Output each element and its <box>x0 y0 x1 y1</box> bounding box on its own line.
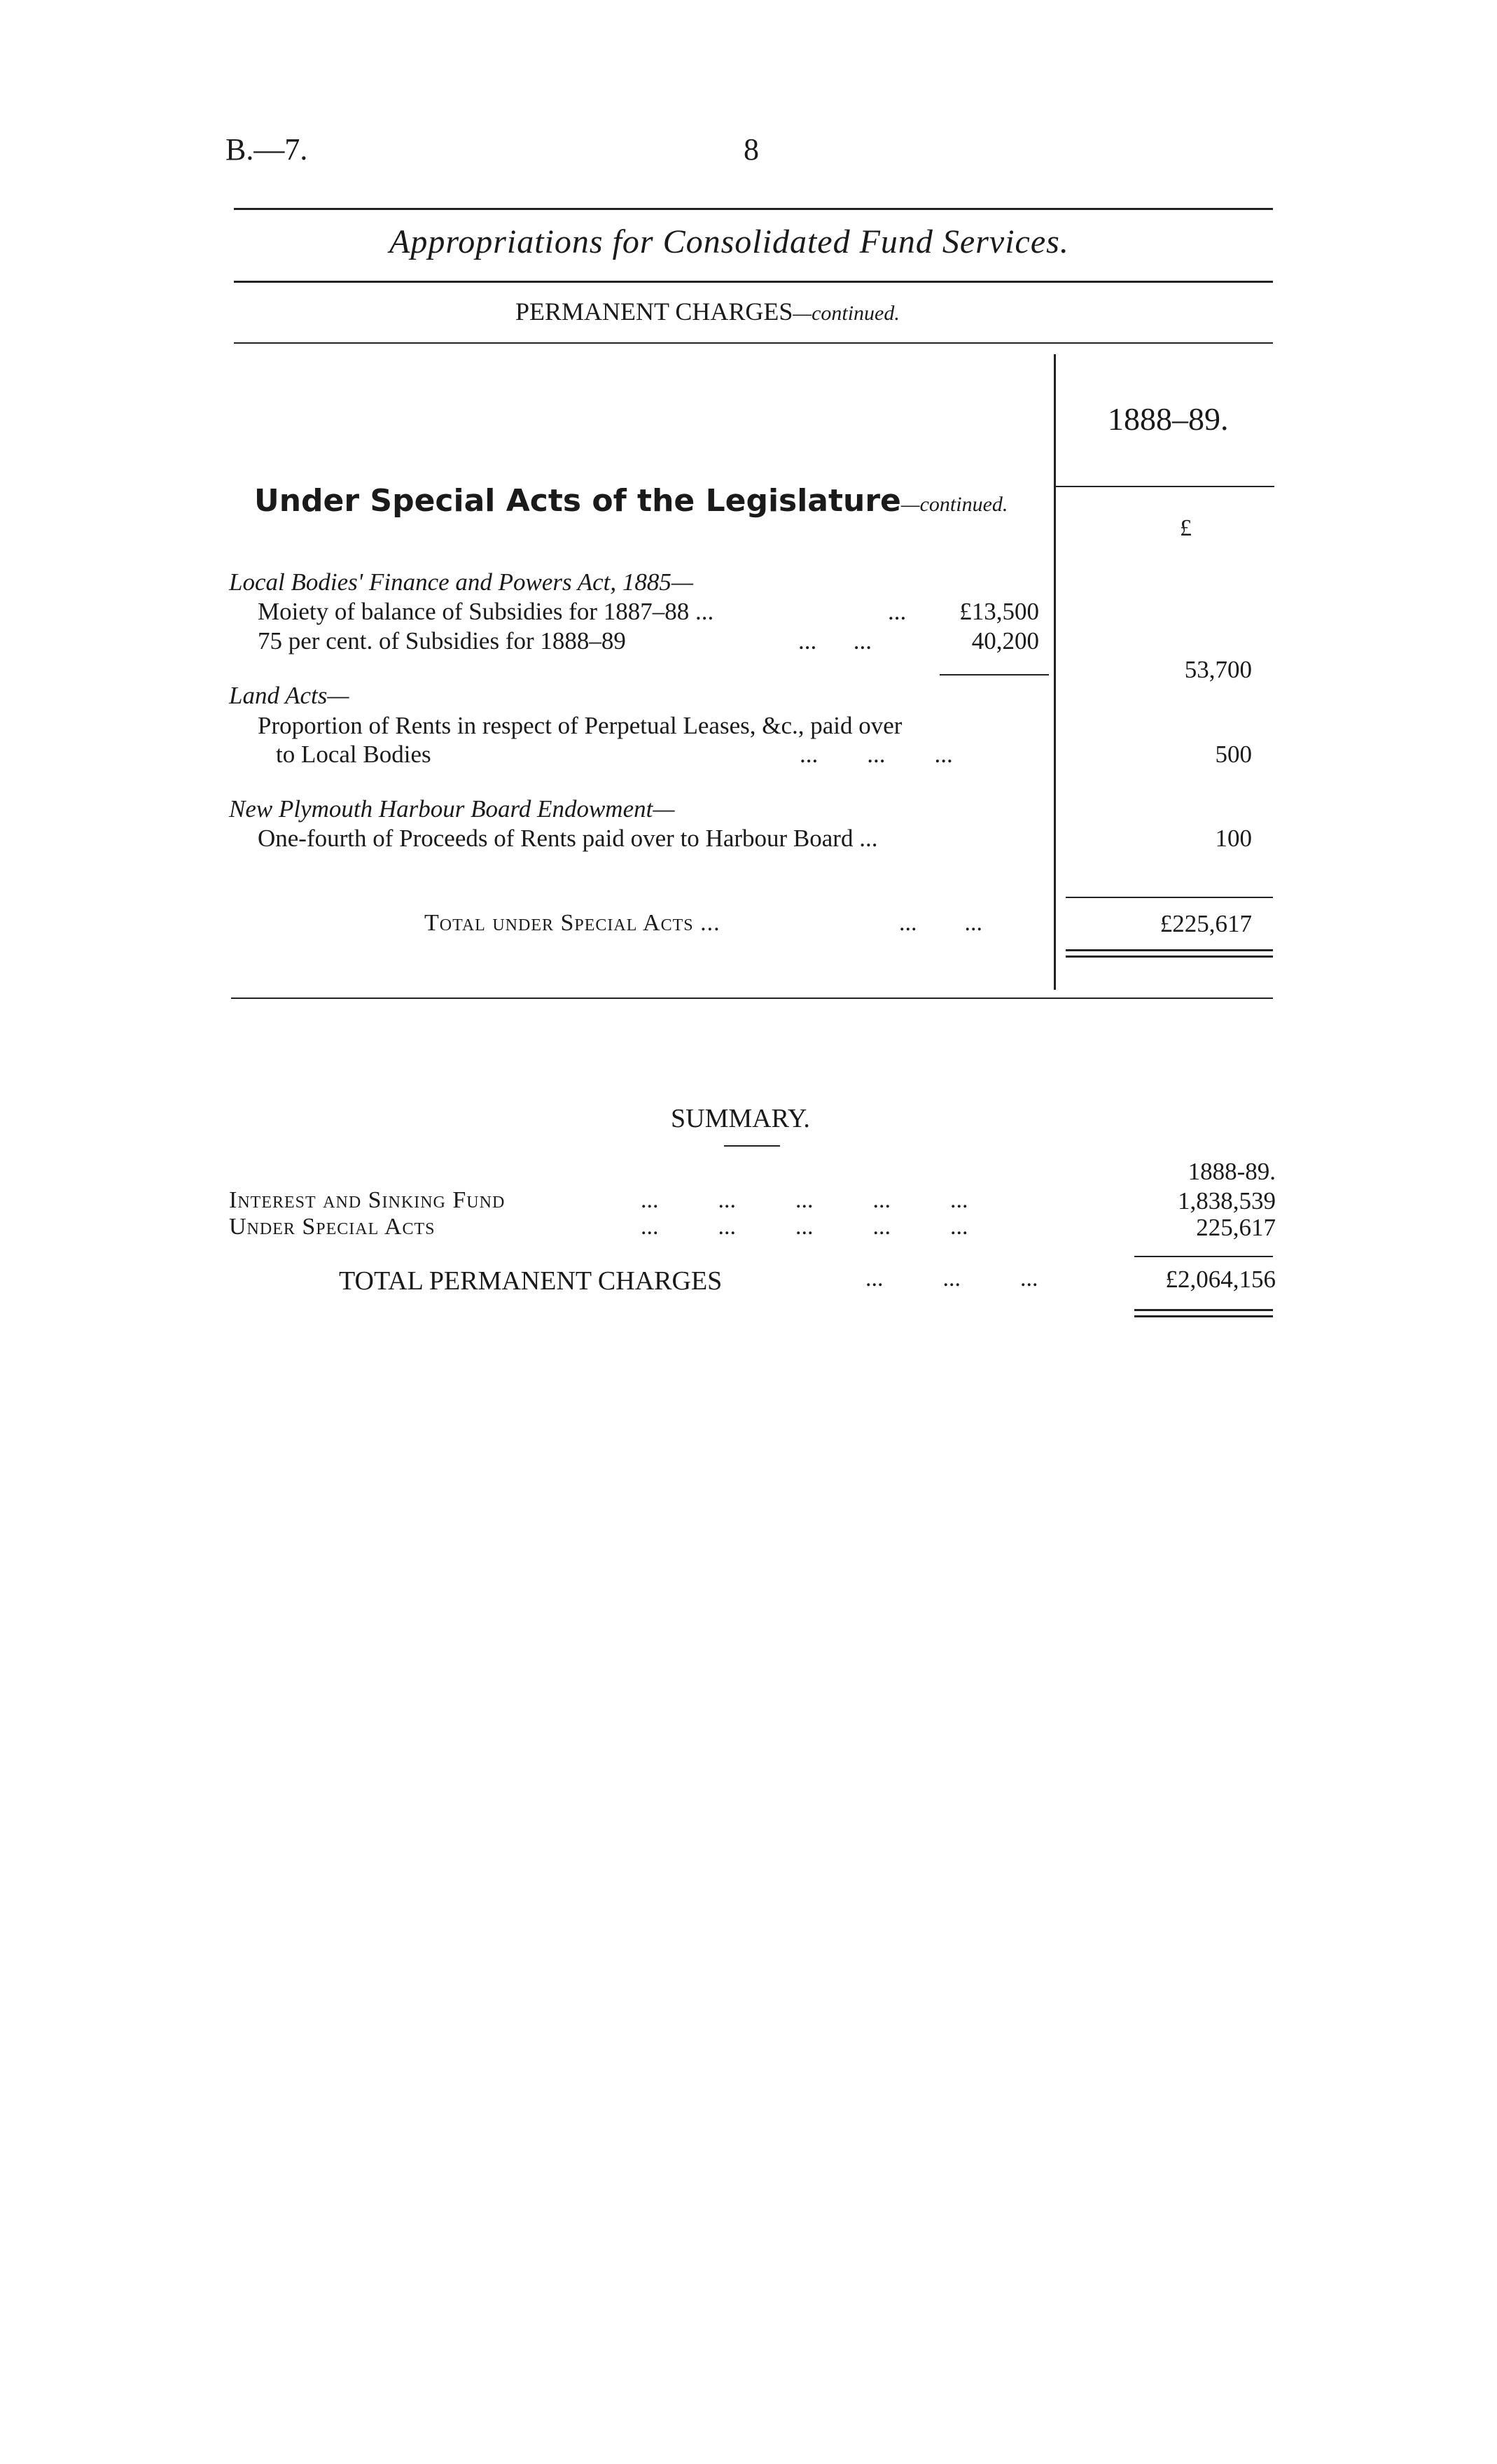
summary-row-amount: 1,838,539 <box>1178 1187 1276 1214</box>
line-item-text: One-fourth of Proceeds of Rents paid over to Harbour Board ... <box>258 825 878 852</box>
total-double-rule-b <box>1066 955 1273 958</box>
line-item-dots: ... ... <box>798 627 872 654</box>
summary-total-dots: ... ... ... <box>865 1266 1038 1292</box>
line-item-text: Proportion of Rents in respect of Perpetual Leases, &c., paid over <box>258 712 903 739</box>
summary-double-rule-b <box>1134 1315 1273 1317</box>
summary-year-header: 1888-89. <box>1188 1158 1276 1185</box>
summary-total-label: TOTAL PERMANENT CHARGES <box>339 1266 723 1296</box>
group-title-land-acts: Land Acts— <box>229 682 349 709</box>
line-item-sub-amount: 40,200 <box>971 627 1039 654</box>
section-heading-main: PERMANENT CHARGES <box>515 298 793 326</box>
total-label: Total under Special Acts ... <box>424 910 720 936</box>
subtotal-rule <box>940 674 1049 676</box>
amount-column-divider <box>1054 354 1056 990</box>
total-amount: £225,617 <box>1160 910 1252 937</box>
table-bottom-rule <box>231 997 1273 999</box>
summary-row-amount: 225,617 <box>1196 1214 1276 1241</box>
page-title: Appropriations for Consolidated Fund Services. <box>389 223 1069 260</box>
summary-total-amount: £2,064,156 <box>1165 1266 1276 1293</box>
summary-row-dots: ... ... ... ... ... <box>641 1187 968 1213</box>
year-header-rule <box>1056 486 1274 487</box>
summary-title-rule <box>724 1145 780 1147</box>
currency-symbol: £ <box>1180 515 1192 541</box>
group-amount: 53,700 <box>1184 656 1252 683</box>
summary-row-dots: ... ... ... ... ... <box>641 1214 968 1240</box>
title-rule <box>234 281 1273 283</box>
page-number: 8 <box>744 132 759 167</box>
line-item-text: Moiety of balance of Subsidies for 1887–88 ... <box>258 598 714 625</box>
summary-double-rule-a <box>1134 1309 1273 1311</box>
table-section-heading-continued: —continued. <box>900 493 1008 516</box>
line-item-text: to Local Bodies <box>276 741 431 768</box>
section-heading <box>515 297 900 326</box>
table-section-heading <box>254 483 1008 519</box>
year-column-header: 1888–89. <box>1108 401 1229 437</box>
line-item-dots: ... <box>888 598 907 625</box>
line-item-dots: ... ... ... <box>800 741 953 768</box>
table-section-heading-main: Under Special Acts of the Legislature <box>254 483 901 519</box>
summary-title: SUMMARY. <box>671 1104 810 1133</box>
group-title-local-bodies: Local Bodies' Finance and Powers Act, 1885— <box>229 568 694 596</box>
line-item-text: 75 per cent. of Subsidies for 1888–89 <box>258 627 626 654</box>
group-amount: 500 <box>1215 741 1252 768</box>
summary-total-top-rule <box>1134 1256 1273 1257</box>
summary-row-label: Interest and Sinking Fund <box>229 1187 506 1213</box>
section-heading-continued: —continued. <box>793 302 900 325</box>
section-rule <box>234 342 1273 344</box>
top-rule <box>234 208 1273 210</box>
total-top-rule <box>1066 897 1273 898</box>
line-item-sub-amount: £13,500 <box>959 598 1039 625</box>
total-double-rule-a <box>1066 949 1273 951</box>
document-reference: B.—7. <box>225 132 308 167</box>
group-title-new-plymouth: New Plymouth Harbour Board Endowment— <box>229 795 675 822</box>
summary-row-label: Under Special Acts <box>229 1214 436 1240</box>
group-amount: 100 <box>1215 825 1252 852</box>
total-dots: ... ... <box>899 910 982 936</box>
